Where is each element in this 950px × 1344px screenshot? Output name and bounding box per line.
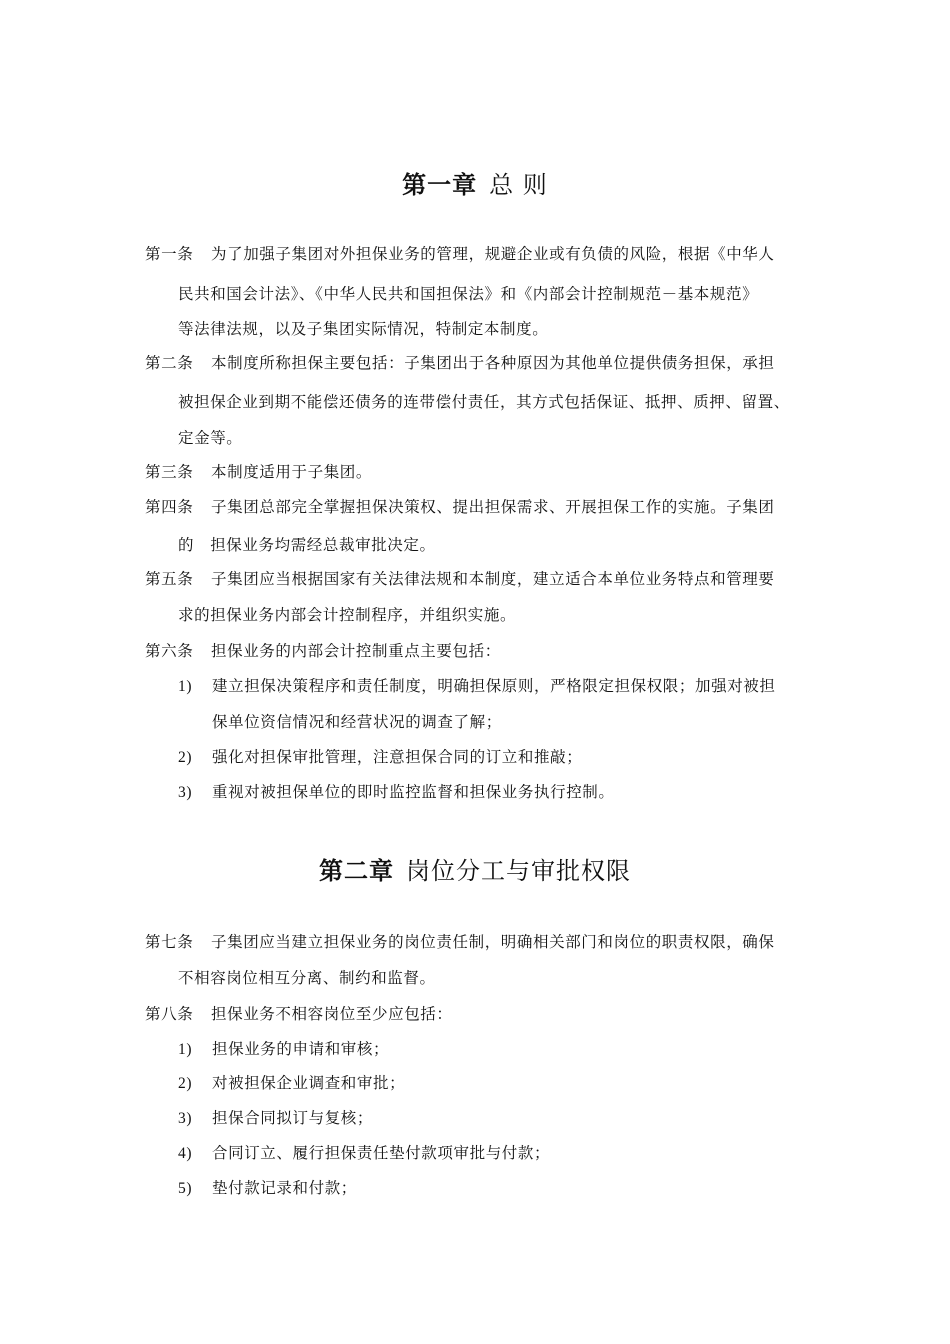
chapter-2-heading [0, 851, 950, 886]
list-text: 担保合同拟订与复核； [212, 1109, 374, 1127]
list-text: 建立担保决策程序和责任制度，明确担保原则，严格限定担保权限；加强对被担 [212, 677, 776, 695]
article-4-line-2: 的 担保业务均需经总裁审批决定。 [178, 536, 436, 554]
list-number: 4) [178, 1145, 193, 1162]
article-label: 第一条 [145, 245, 194, 263]
list-number: 1) [178, 678, 193, 695]
chapter-1-heading [0, 165, 950, 200]
article-7 [145, 932, 775, 952]
chapter-title: 岗位分工与审批权限 [406, 857, 631, 885]
article-5 [145, 569, 775, 589]
article-6 [145, 641, 501, 661]
list-item [178, 676, 776, 697]
list-text: 强化对担保审批管理，注意担保合同的订立和推敲； [212, 748, 583, 766]
list-number: 3) [178, 1110, 193, 1127]
article-text: 为了加强子集团对外担保业务的管理，规避企业或有负债的风险，根据《中华人 [211, 245, 775, 263]
list-text: 合同订立、履行担保责任垫付款项审批与付款； [212, 1144, 551, 1162]
list-text: 对被担保企业调查和审批； [212, 1074, 406, 1092]
article-label: 第五条 [145, 570, 194, 588]
article-label: 第三条 [145, 463, 194, 481]
list-item [178, 1143, 550, 1164]
list-text: 担保业务的申请和审核； [212, 1040, 390, 1058]
list-item [178, 1039, 389, 1060]
article-label: 第八条 [145, 1005, 194, 1023]
list-item [178, 782, 615, 803]
chapter-number: 第二章 [319, 856, 394, 885]
article-text: 本制度适用于子集团。 [211, 463, 373, 481]
list-item [178, 1108, 373, 1129]
list-number: 2) [178, 749, 193, 766]
article-label: 第六条 [145, 642, 194, 660]
article-5-line-2: 求的担保业务内部会计控制程序，并组织实施。 [178, 606, 517, 624]
list-number: 1) [178, 1041, 193, 1058]
article-3 [145, 462, 372, 482]
chapter-number: 第一章 [402, 170, 478, 199]
article-1-line-2: 民共和国会计法》、《中华人民共和国担保法》和《内部会计控制规范－基本规范》 [178, 285, 759, 303]
list-number: 2) [178, 1075, 193, 1092]
list-item [178, 747, 582, 768]
article-2 [145, 353, 775, 373]
article-label: 第七条 [145, 933, 194, 951]
article-text: 本制度所称担保主要包括：子集团出于各种原因为其他单位提供债务担保，承担 [211, 354, 775, 372]
article-8 [145, 1004, 453, 1024]
article-2-line-2: 被担保企业到期不能偿还债务的连带偿付责任，其方式包括保证、抵押、质押、留置、 [178, 393, 790, 411]
article-text: 子集团应当根据国家有关法律法规和本制度，建立适合本单位业务特点和管理要 [211, 570, 775, 588]
list-text: 垫付款记录和付款； [212, 1179, 357, 1197]
article-2-line-3: 定金等。 [178, 429, 243, 447]
list-text: 重视对被担保单位的即时监控监督和担保业务执行控制。 [212, 783, 615, 801]
list-item [178, 1073, 405, 1094]
article-4 [145, 497, 775, 517]
list-number: 3) [178, 784, 193, 801]
article-text: 子集团应当建立担保业务的岗位责任制，明确相关部门和岗位的职责权限，确保 [211, 933, 775, 951]
article-1 [145, 244, 775, 264]
article-text: 担保业务不相容岗位至少应包括： [211, 1005, 453, 1023]
article-1-line-3: 等法律法规，以及子集团实际情况，特制定本制度。 [178, 320, 549, 338]
list-item [178, 1178, 357, 1199]
chapter-title: 总 则 [489, 171, 548, 199]
article-7-line-2: 不相容岗位相互分离、制约和监督。 [178, 969, 436, 987]
article-text: 担保业务的内部会计控制重点主要包括： [211, 642, 501, 660]
list-item-line-2: 保单位资信情况和经营状况的调查了解； [212, 713, 502, 731]
article-label: 第四条 [145, 498, 194, 516]
article-text: 子集团总部完全掌握担保决策权、提出担保需求、开展担保工作的实施。子集团 [211, 498, 775, 516]
list-number: 5) [178, 1180, 193, 1197]
article-label: 第二条 [145, 354, 194, 372]
